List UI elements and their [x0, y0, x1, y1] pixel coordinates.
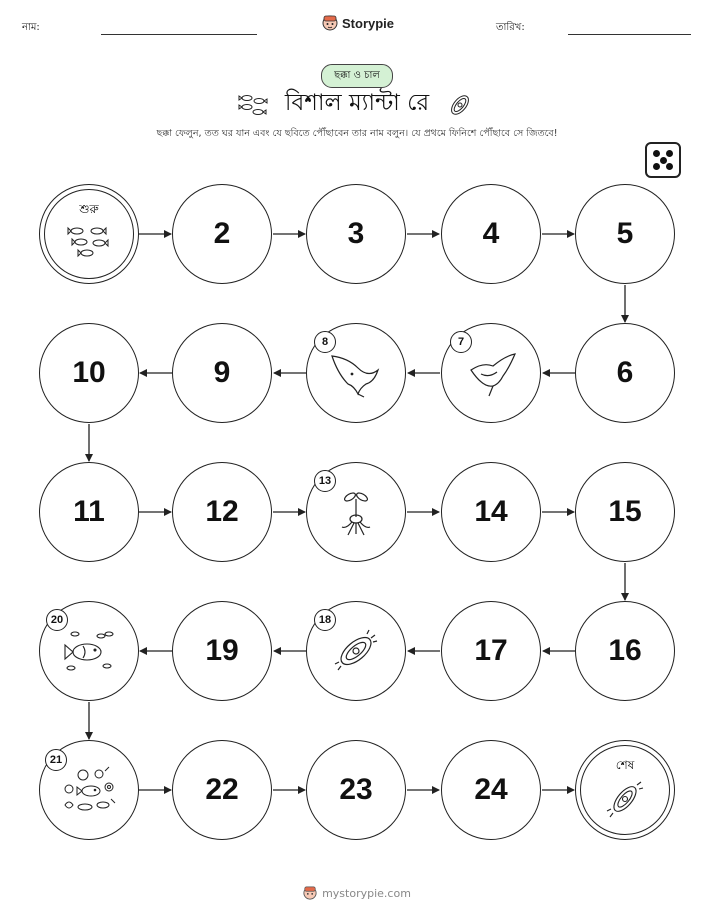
space-number: 23 [339, 773, 373, 806]
space-number: 17 [474, 634, 508, 667]
footer-url[interactable]: mystorypie.com [322, 886, 411, 900]
page-title: বিশাল ম্যান্টা রে [284, 89, 430, 116]
board-space-19[interactable] [172, 601, 272, 701]
space-number: 6 [616, 356, 634, 389]
board-space-24[interactable] [441, 740, 541, 840]
finish-space[interactable] [575, 740, 675, 840]
board-space-4[interactable] [441, 184, 541, 284]
start-label: শুরু [79, 202, 99, 216]
fish-school-icon [61, 628, 117, 674]
picture-badge: 20 [46, 609, 68, 631]
end-label: শেষ [615, 758, 635, 772]
instructions-text: ছক্কা ফেলুন, তত ঘর যান এবং যে ছবিতে পৌঁছাবেন তার নাম বলুন। যে প্রথমে ফিনিশে পৌঁছাবে সে জিতবে! [156, 128, 558, 139]
space-number: 5 [616, 217, 634, 250]
footer [0, 885, 714, 901]
board-space-11[interactable] [39, 462, 139, 562]
board-space-12[interactable] [172, 462, 272, 562]
space-number: 4 [482, 217, 500, 250]
space-number: 24 [474, 773, 508, 806]
space-number: 3 [347, 217, 365, 250]
start-space[interactable] [39, 184, 139, 284]
board-space-14[interactable] [441, 462, 541, 562]
name-label: নাম: [22, 22, 40, 33]
picture-badge: 8 [314, 331, 336, 353]
seagrass-icon [336, 487, 376, 537]
board-space-2[interactable] [172, 184, 272, 284]
space-number: 11 [73, 495, 105, 528]
board-space-6[interactable] [575, 323, 675, 423]
picture-badge: 7 [450, 331, 472, 353]
space-number: 10 [72, 356, 106, 389]
manta-ray-icon [463, 348, 519, 398]
space-number: 15 [608, 495, 642, 528]
space-number: 19 [205, 634, 239, 667]
sea-life-mix-icon [59, 765, 119, 815]
board-space-9[interactable] [172, 323, 272, 423]
board-space-17[interactable] [441, 601, 541, 701]
space-number: 22 [205, 773, 239, 806]
board-space-10[interactable] [39, 323, 139, 423]
board-space-22[interactable] [172, 740, 272, 840]
manta-ray-icon [328, 348, 384, 398]
brand-name: Storypie [342, 15, 395, 31]
board-space-16[interactable] [575, 601, 675, 701]
plankton-cell-icon [605, 777, 645, 821]
space-number: 2 [213, 217, 231, 250]
space-number: 14 [474, 495, 508, 528]
game-type-badge: ছক্কা ও চাল [321, 64, 393, 88]
board-space-5[interactable] [575, 184, 675, 284]
storypie-mascot-icon [303, 885, 317, 901]
plankton-cell-icon [331, 628, 381, 674]
fish-school-icon [67, 223, 111, 259]
picture-badge: 13 [314, 470, 336, 492]
picture-badge: 21 [45, 749, 67, 771]
picture-badge: 18 [314, 609, 336, 631]
board-space-15[interactable] [575, 462, 675, 562]
space-number: 16 [608, 634, 642, 667]
date-label: তারিখ: [496, 22, 525, 33]
board-space-23[interactable] [306, 740, 406, 840]
space-number: 9 [213, 356, 231, 389]
board-space-3[interactable] [306, 184, 406, 284]
space-number: 12 [205, 495, 239, 528]
